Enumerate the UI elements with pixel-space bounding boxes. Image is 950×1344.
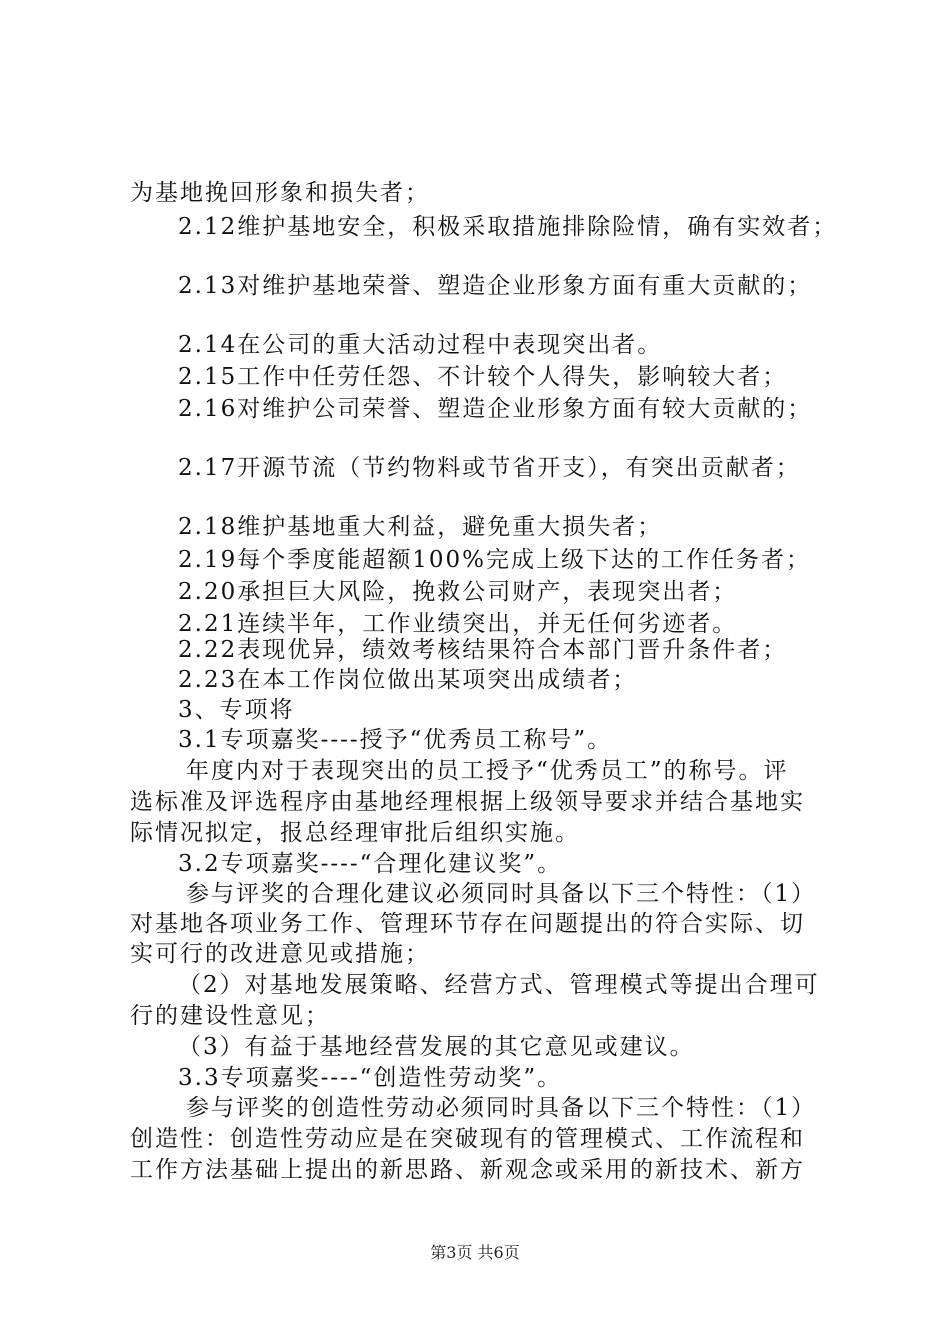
text-line: 年度内对于表现突出的员工授予“优秀员工”的称号。评 <box>186 758 789 784</box>
text-line: 行的建设性意见； <box>130 1003 330 1029</box>
text-line: 2.19每个季度能超额100%完成上级下达的工作任务者； <box>178 547 811 573</box>
text-line: 参与评奖的创造性劳动必须同时具备以下三个特性：（1） <box>186 1095 817 1121</box>
text-line: 2.20承担巨大风险，挽救公司财产，表现突出者； <box>178 579 738 605</box>
text-line: 2.13对维护基地荣誉、塑造企业形象方面有重大贡献的； <box>178 273 813 299</box>
text-line: 2.22表现优异，绩效考核结果符合本部门晋升条件者； <box>178 637 788 663</box>
text-line: 2.18维护基地重大利益，避免重大损失者； <box>178 514 663 540</box>
text-line: 2.12维护基地安全，积极采取措施排除险情，确有实效者； <box>178 214 838 240</box>
text-line: 对基地各项业务工作、管理环节存在问题提出的符合实际、切 <box>130 911 805 937</box>
text-line: （2）对基地发展策略、经营方式、管理模式等提出合理可 <box>178 972 820 998</box>
text-line: 2.15工作中任劳任怨、不计较个人得失，影响较大者； <box>178 364 788 390</box>
section-heading: 3、专项将 <box>178 697 295 723</box>
text-line: 2.23在本工作岗位做出某项突出成绩者； <box>178 667 638 693</box>
subsection-heading: 3.2专项嘉奖----“合理化建议奖”。 <box>178 851 563 877</box>
text-line: 2.14在公司的重大活动过程中表现突出者。 <box>178 332 663 358</box>
subsection-heading: 3.3专项嘉奖----“创造性劳动奖”。 <box>178 1065 563 1091</box>
text-line: 参与评奖的合理化建议必须同时具备以下三个特性：（1） <box>186 881 817 907</box>
text-line: 为基地挽回形象和损失者； <box>130 180 430 206</box>
text-line: 实可行的改进意见或措施； <box>130 941 430 967</box>
text-line: 2.21连续半年，工作业绩突出，并无任何劣迹者。 <box>178 611 738 637</box>
text-line: （3）有益于基地经营发展的其它意见或建议。 <box>178 1034 695 1060</box>
text-line: 选标准及评选程序由基地经理根据上级领导要求并结合基地实 <box>130 789 805 815</box>
subsection-heading: 3.1专项嘉奖----授予“优秀员工称号”。 <box>178 727 613 753</box>
text-line: 2.16对维护公司荣誉、塑造企业形象方面有较大贡献的； <box>178 396 813 422</box>
text-line: 2.17开源节流（节约物料或节省开支），有突出贡献者； <box>178 455 801 481</box>
text-line: 创造性：创造性劳动应是在突破现有的管理模式、工作流程和 <box>130 1126 805 1152</box>
page-number-footer: 第3页 共6页 <box>430 1243 520 1262</box>
text-line: 际情况拟定，报总经理审批后组织实施。 <box>130 820 580 846</box>
text-line: 工作方法基础上提出的新思路、新观念或采用的新技术、新方 <box>130 1157 805 1183</box>
